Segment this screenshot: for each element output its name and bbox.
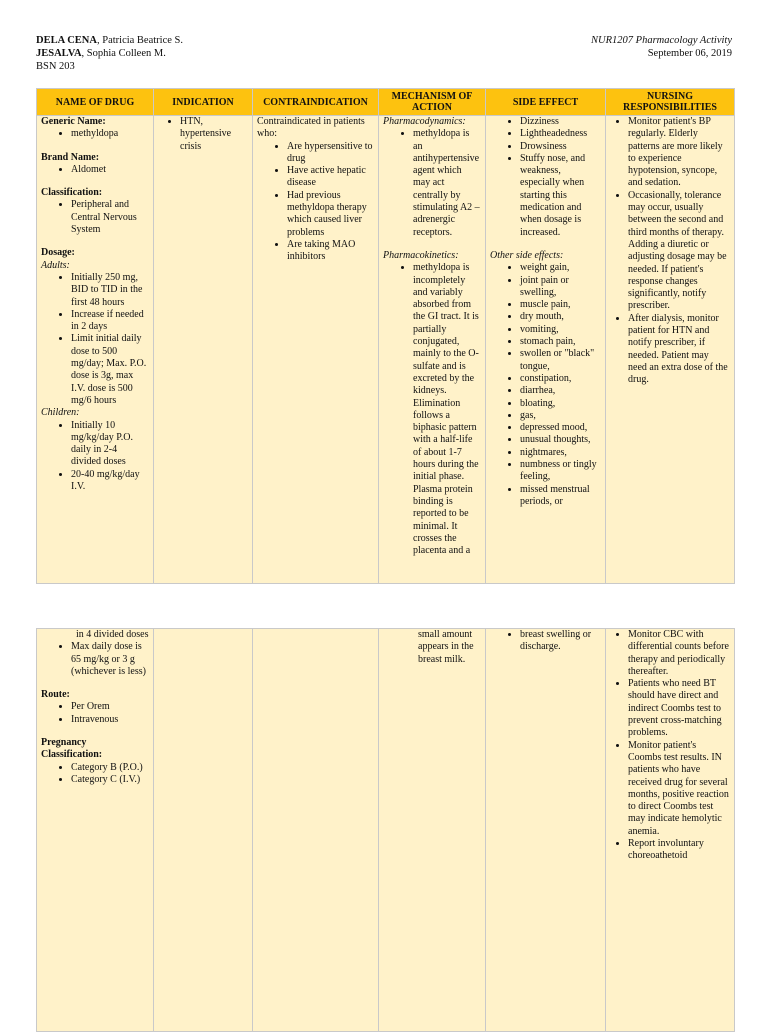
list-item: • Initially 10 mg/kg/day P.O. daily in 2-4 divided doses — [71, 420, 149, 469]
course-title: NUR1207 Pharmacology Activity — [591, 35, 732, 46]
list-item: • methyldopa — [71, 128, 149, 140]
cell-nursing-cont — [606, 629, 735, 1032]
cell-indication-cont — [154, 629, 253, 1032]
list-item: • Drowsiness — [520, 141, 601, 153]
list-item: • Monitor patient's BP regularly. Elderly patterns are more likely to experience hypotension, syncope, and sedation. — [628, 116, 730, 190]
student-1: DELA CENA, Patricia Beatrice S. — [36, 35, 183, 46]
list-item: • unusual thoughts, — [520, 434, 601, 446]
list-item: • bloating, — [520, 398, 601, 410]
student-info — [36, 34, 183, 73]
cell-mechanism-cont: small amount appears in the breast milk. — [379, 629, 486, 1032]
col-indication: INDICATION — [154, 89, 253, 116]
list-item: • muscle pain, — [520, 299, 601, 311]
list-item: • Report involuntary choreoathetoid — [628, 838, 730, 863]
list-item: • Intravenous — [71, 714, 149, 726]
list-item: • Max daily dose is 65 mg/kg or 3 g (whichever is less) — [71, 641, 149, 678]
list-item: • Category C (I.V.) — [71, 774, 149, 786]
list-item: • Have active hepatic disease — [287, 165, 374, 190]
list-item: • Dizziness — [520, 116, 601, 128]
list-item: • Lightheadedness — [520, 128, 601, 140]
cell-name-of-drug: Generic Name: • methyldopa Brand Name: • Aldomet Classification: • Peripheral and Central Nervous System Dosage: Adults: • Initially 250 mg, BID to TID in the first 48 hours • Increase if needed in 2 days • Limit initial daily dose to 500 mg/day; Max. P.O. dose is 3g, max I.V. dose is 500 mg/6 hours Children: • Initially 10 mg/kg/day P.O. daily in 2-4 divided doses • 20-40 mg/kg/day I.V. — [37, 116, 154, 584]
list-item: • Increase if needed in 2 days — [71, 309, 149, 334]
list-item: • Monitor CBC with differential counts before therapy and periodically thereafter. — [628, 629, 730, 678]
list-item: • Monitor patient's Coombs test results. IN patients who have received drug for several months, positive reaction to direct Coombs test may indicate hemolytic anemia. — [628, 740, 730, 838]
table-header-row — [37, 89, 735, 116]
list-item: • Peripheral and Central Nervous System — [71, 199, 149, 236]
list-item: • nightmares, — [520, 447, 601, 459]
cell-mechanism: Pharmacodynamics: • methyldopa is an antihypertensive agent which may act centrally by stimulating A2 – adrenergic receptors. Pharmacokinetics: • methyldopa is incompletely and variably absorbed from the GI tract. It is partially conjugated, mainly to the O-sulfate and is excreted by the kidneys. Elimination follows a biphasic pattern with a half-life of about 1-7 hours during the initial phase. Plasma protein binding is reported to be minimal. It crosses the placenta and a — [379, 116, 486, 584]
list-item: • Stuffy nose, and weakness, especially when starting this medication and when dosage is increased. — [520, 153, 601, 239]
list-item: • methyldopa is incompletely and variably absorbed from the GI tract. It is partially conjugated, mainly to the O-sulfate and is excreted by the kidneys. Elimination follows a biphasic pattern with a half-life of about 1-7 hours during the initial phase. Plasma protein binding is reported to be minimal. It crosses the placenta and a — [413, 262, 481, 557]
cell-side-effect-cont — [486, 629, 606, 1032]
list-item: • Initially 250 mg, BID to TID in the first 48 hours — [71, 272, 149, 309]
list-item: • stomach pain, — [520, 336, 601, 348]
list-item: • Occasionally, tolerance may occur, usually between the second and third months of therapy. Adding a diuretic or adjusting dosage may be needed. If patient's response changes significantly, notify prescriber. — [628, 190, 730, 313]
drug-table-page-1 — [36, 88, 735, 584]
list-item: • Limit initial daily dose to 500 mg/day; Max. P.O. dose is 3g, max I.V. dose is 500 mg/6 hours — [71, 333, 149, 407]
section: BSN 203 — [36, 61, 75, 72]
list-item: • Category B (P.O.) — [71, 762, 149, 774]
table-row — [37, 629, 735, 1032]
list-item: • gas, — [520, 410, 601, 422]
list-item: • missed menstrual periods, or — [520, 484, 601, 509]
col-mechanism: MECHANISM OF ACTION — [379, 89, 486, 116]
activity-date: September 06, 2019 — [647, 48, 732, 59]
list-item: • HTN, hypertensive crisis — [180, 116, 248, 153]
list-item: • Had previous methyldopa therapy which caused liver problems — [287, 190, 374, 239]
list-item: • depressed mood, — [520, 422, 601, 434]
list-item: • After dialysis, monitor patient for HTN and notify prescriber, if needed. Patient may need an extra dose of the drug. — [628, 313, 730, 387]
list-item: • 20-40 mg/kg/day I.V. — [71, 469, 149, 494]
list-item: • breast swelling or discharge. — [520, 629, 601, 654]
list-item: • methyldopa is an antihypertensive agent which may act centrally by stimulating A2 – adrenergic receptors. — [413, 128, 481, 239]
col-side-effect: SIDE EFFECT — [486, 89, 606, 116]
student-2: JESALVA, Sophia Colleen M. — [36, 48, 166, 59]
list-item: • joint pain or swelling, — [520, 275, 601, 300]
cell-name-of-drug-cont: in 4 divided doses • Max daily dose is 65 mg/kg or 3 g (whichever is less) Route: • Per Orem • Intravenous Pregnancy Classification: • Category B (P.O.) • Category C (I.V.) — [37, 629, 154, 1032]
col-contraindication: CONTRAINDICATION — [253, 89, 379, 116]
list-item: • numbness or tingly feeling, — [520, 459, 601, 484]
table-row — [37, 116, 735, 584]
cell-side-effect: • Dizziness • Lightheadedness • Drowsiness • Stuffy nose, and weakness, especially when starting this medication and when dosage is increased. Other side effects: • weight gain, • joint pain or swelling, • muscle pain, • dry mouth, • vomiting, • stomach pain, • swollen or "black" tongue, • constipation, • diarrhea, • bloating, • gas, • depressed mood, • unusual thoughts, • nightmares, • numbness or tingly feeling, • missed menstrual periods, or — [486, 116, 606, 584]
drug-table-page-2 — [36, 628, 735, 1032]
list-item: • Are taking MAO inhibitors — [287, 239, 374, 264]
cell-nursing — [606, 116, 735, 584]
cell-contraindication-cont — [253, 629, 379, 1032]
list-item: • Are hypersensitive to drug — [287, 141, 374, 166]
list-item: • Per Orem — [71, 701, 149, 713]
list-item: • swollen or "black" tongue, — [520, 348, 601, 373]
list-item: • dry mouth, — [520, 311, 601, 323]
course-info — [591, 34, 732, 60]
list-item: • constipation, — [520, 373, 601, 385]
list-item: • Patients who need BT should have direct and indirect Coombs test to prevent cross-matching problems. — [628, 678, 730, 739]
list-item: • Aldomet — [71, 164, 149, 176]
col-name-of-drug: NAME OF DRUG — [37, 89, 154, 116]
list-item: • weight gain, — [520, 262, 601, 274]
cell-indication — [154, 116, 253, 584]
cell-contraindication: Contraindicated in patients who: • Are hypersensitive to drug • Have active hepatic disease • Had previous methyldopa therapy which caused liver problems • Are taking MAO inhibitors — [253, 116, 379, 584]
list-item: • diarrhea, — [520, 385, 601, 397]
col-nursing: NURSING RESPONSIBILITIES — [606, 89, 735, 116]
list-item: • vomiting, — [520, 324, 601, 336]
